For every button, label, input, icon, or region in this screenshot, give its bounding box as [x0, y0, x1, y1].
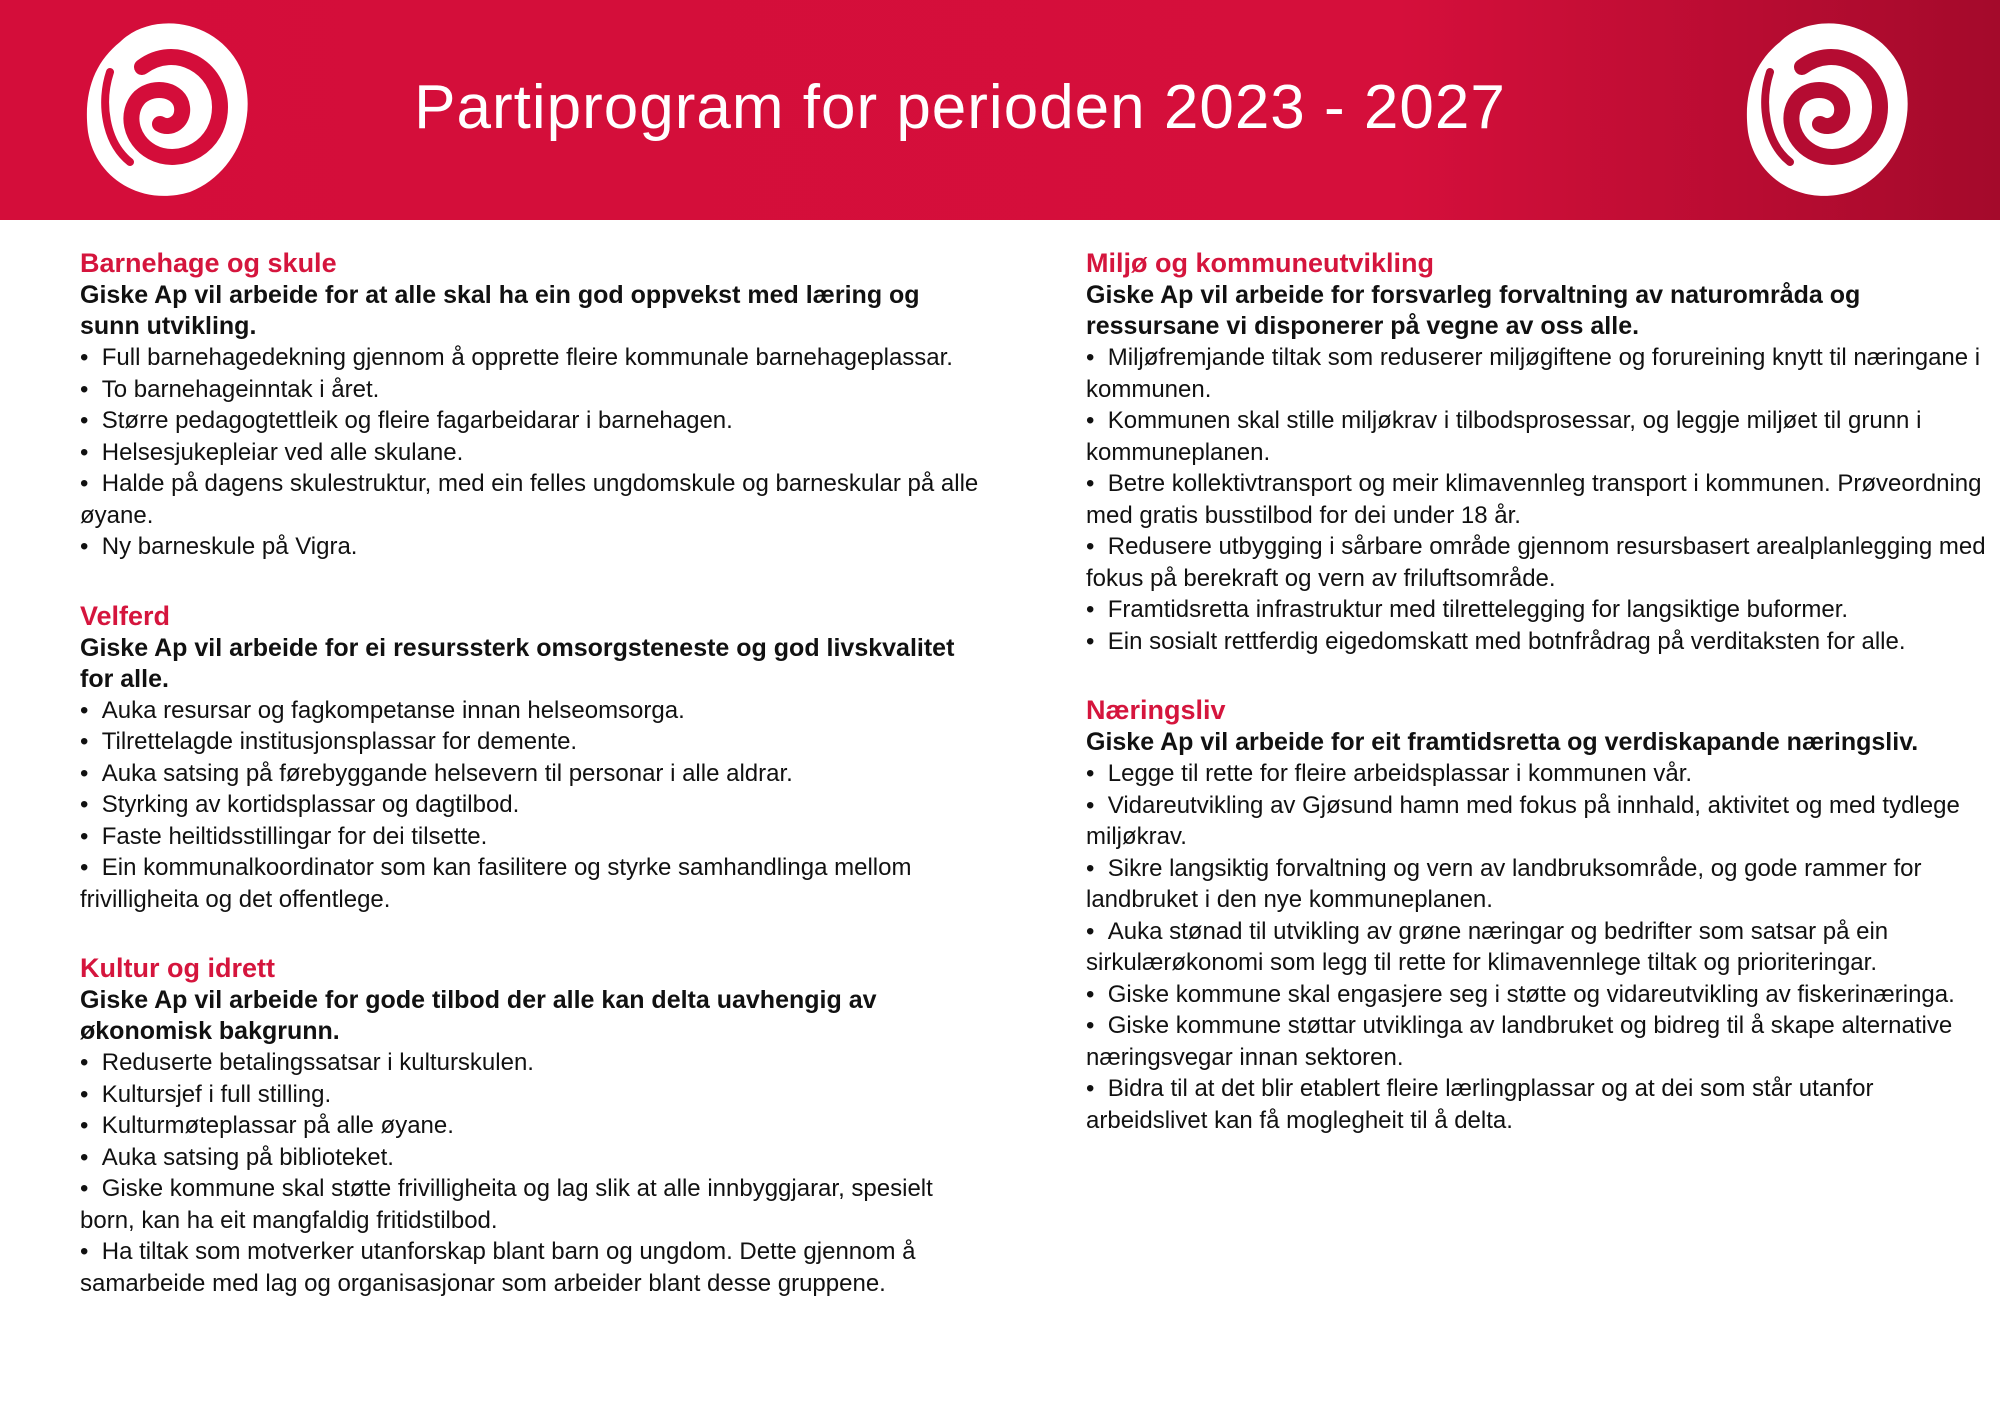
bullet-list — [1086, 342, 1986, 657]
section-velferd — [80, 599, 980, 916]
section-intro: Giske Ap vil arbeide for at alle skal ha ein god oppvekst med læring og sunn utvikling. — [80, 281, 920, 340]
list-item: • Redusere utbygging i sårbare område gjennom resursbasert arealplanlegging med fokus på berekraft og vern av friluftsområde. — [1086, 531, 1986, 594]
bullet-list — [1086, 758, 1986, 1136]
section-title: Velferd — [80, 600, 171, 631]
list-item: • Faste heiltidsstillingar for dei tilsette. — [80, 821, 980, 853]
section-barnehage-og-skule — [80, 246, 980, 563]
list-item: • Full barnehagedekning gjennom å opprette fleire kommunale barnehageplassar. — [80, 342, 980, 374]
list-item: • To barnehageinntak i året. — [80, 374, 980, 406]
section-intro: Giske Ap vil arbeide for eit framtidsretta og verdiskapande næringsliv. — [1086, 728, 1919, 756]
section-title: Barnehage og skule — [80, 248, 337, 278]
list-item: • Betre kollektivtransport og meir klimavennleg transport i kommunen. Prøveordning med gratis busstilbod for dei under 18 år. — [1086, 468, 1986, 531]
list-item: • Kulturmøteplassar på alle øyane. — [80, 1110, 980, 1142]
bullet-list — [80, 1047, 980, 1299]
header-banner — [0, 0, 2000, 220]
list-item: • Giske kommune skal engasjere seg i støtte og vidareutvikling av fiskerinæringa. — [1086, 979, 1986, 1011]
bullet-list — [80, 342, 980, 563]
list-item: • Ny barneskule på Vigra. — [80, 531, 980, 563]
list-item: • Auka resursar og fagkompetanse innan helseomsorga. — [80, 695, 980, 727]
section-miljo-og-kommuneutvikling — [1086, 246, 1986, 657]
list-item: • Ein kommunalkoordinator som kan fasilitere og styrke samhandlinga mellom frivilligheita og det offentlege. — [80, 852, 980, 915]
list-item: • Giske kommune støttar utviklinga av landbruket og bidreg til å skape alternative næringsvegar innan sektoren. — [1086, 1010, 1986, 1073]
list-item: • Auka stønad til utvikling av grøne næringar og bedrifter som satsar på ein sirkulærøkonomi som legg til rette for klimavennlege tiltak og prioriteringar. — [1086, 916, 1986, 979]
list-item: • Framtidsretta infrastruktur med tilrettelegging for langsiktige buformer. — [1086, 594, 1986, 626]
page-title: Partiprogram for perioden 2023 - 2027 — [414, 73, 1506, 142]
rose-logo-icon — [1740, 12, 1910, 202]
list-item: • Auka satsing på førebyggande helsevern til personar i alle aldrar. — [80, 758, 980, 790]
list-item: • Tilrettelagde institusjonsplassar for demente. — [80, 726, 980, 758]
list-item: • Kommunen skal stille miljøkrav i tilbodsprosessar, og leggje miljøet til grunn i kommuneplanen. — [1086, 405, 1986, 468]
list-item: • Helsesjukepleiar ved alle skulane. — [80, 437, 980, 469]
section-title: Næringsliv — [1086, 695, 1226, 725]
section-title: Miljø og kommuneutvikling — [1086, 248, 1435, 278]
list-item: • Ein sosialt rettferdig eigedomskatt med botnfrådrag på verditaksten for alle. — [1086, 626, 1986, 658]
section-naeringsliv — [1086, 693, 1986, 1136]
left-column — [80, 246, 980, 1335]
section-title: Kultur og idrett — [80, 953, 275, 983]
list-item: • Kultursjef i full stilling. — [80, 1079, 980, 1111]
list-item: • Miljøfremjande tiltak som reduserer miljøgiftene og forureining knytt til næringane i kommunen. — [1086, 342, 1986, 405]
section-kultur-og-idrett — [80, 951, 980, 1299]
section-intro: Giske Ap vil arbeide for gode tilbod der alle kan delta uavhengig av økonomisk bakgrunn. — [80, 986, 877, 1045]
section-intro: Giske Ap vil arbeide for ei resurssterk omsorgsteneste og god livskvalitet for alle. — [80, 633, 955, 693]
list-item: • Sikre langsiktig forvaltning og vern av landbruksområde, og gode rammer for landbruket i den nye kommuneplanen. — [1086, 853, 1986, 916]
list-item: • Halde på dagens skulestruktur, med ein felles ungdomskule og barneskular på alle øyane. — [80, 468, 980, 531]
list-item: • Styrking av kortidsplassar og dagtilbod. — [80, 789, 980, 821]
section-intro: Giske Ap vil arbeide for forsvarleg forvaltning av naturområda og ressursane vi disponerer på vegne av oss alle. — [1086, 281, 1861, 340]
list-item: • Giske kommune skal støtte frivilligheita og lag slik at alle innbyggjarar, spesielt born, kan ha eit mangfaldig fritidstilbod. — [80, 1173, 980, 1236]
list-item: • Legge til rette for fleire arbeidsplassar i kommunen vår. — [1086, 758, 1986, 790]
bullet-list — [80, 695, 980, 916]
list-item: • Reduserte betalingssatsar i kulturskulen. — [80, 1047, 980, 1079]
list-item: • Større pedagogtettleik og fleire fagarbeidarar i barnehagen. — [80, 405, 980, 437]
right-column — [1086, 246, 1986, 1172]
list-item: • Bidra til at det blir etablert fleire lærlingplassar og at dei som står utanfor arbeidslivet kan få moglegheit til å delta. — [1086, 1073, 1986, 1136]
list-item: • Ha tiltak som motverker utanforskap blant barn og ungdom. Dette gjennom å samarbeide med lag og organisasjonar som arbeider blant desse gruppene. — [80, 1236, 980, 1299]
list-item: • Auka satsing på biblioteket. — [80, 1142, 980, 1174]
list-item: • Vidareutvikling av Gjøsund hamn med fokus på innhald, aktivitet og med tydlege miljøkrav. — [1086, 790, 1986, 853]
